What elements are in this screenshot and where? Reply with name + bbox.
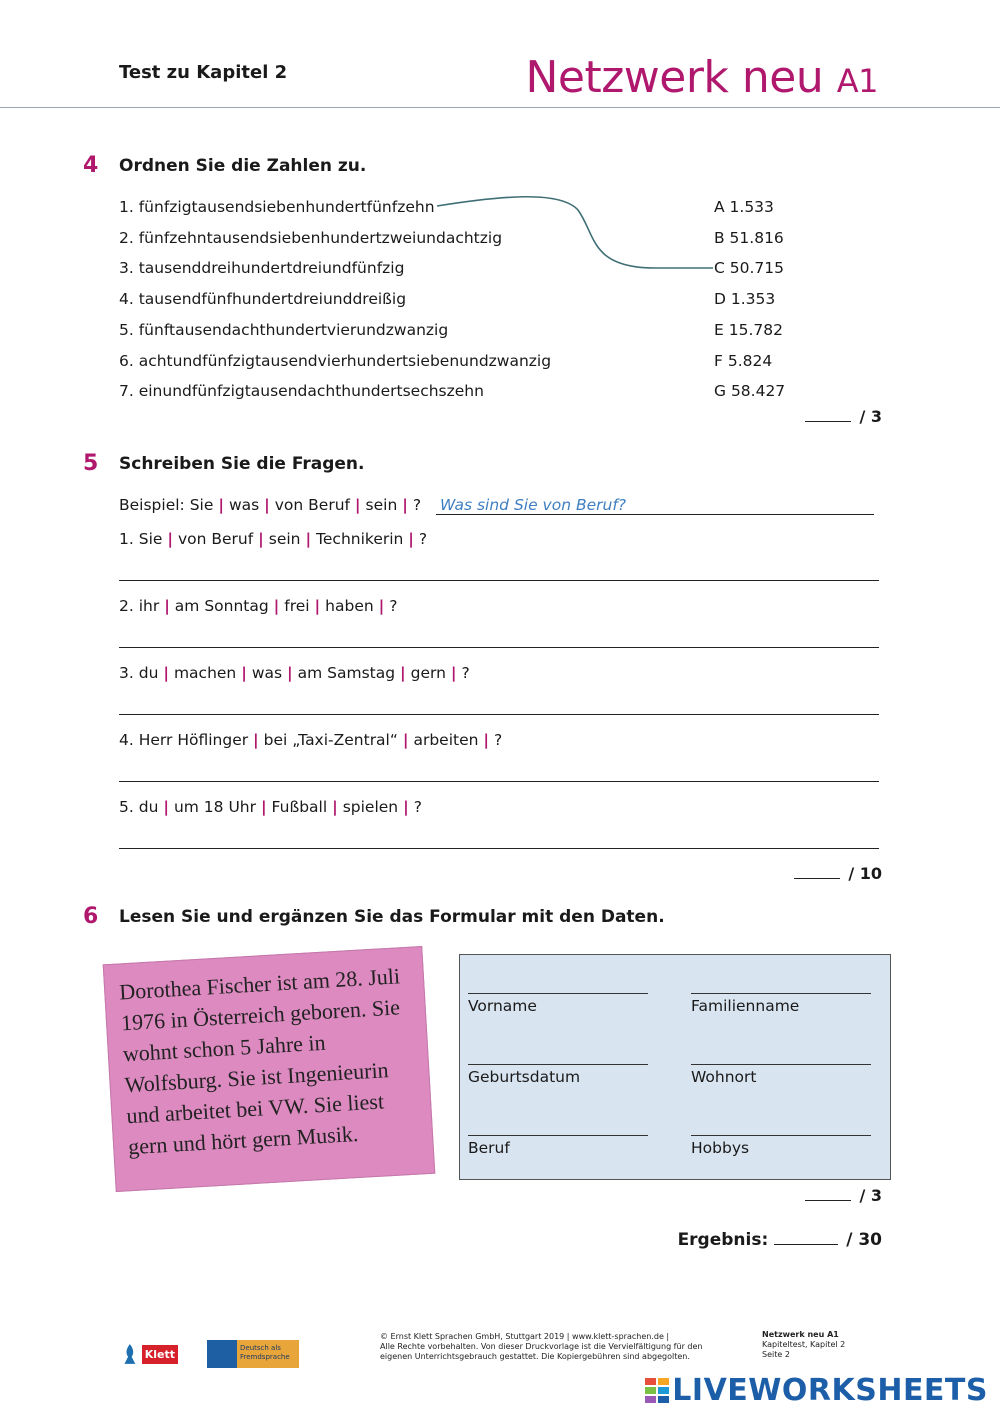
wohnort-input-line[interactable]: [691, 1064, 871, 1065]
liveworksheets-watermark: [645, 1373, 988, 1408]
section-5-title: Schreiben Sie die Fragen.: [119, 454, 365, 474]
section-5-score-total: / 10: [848, 864, 882, 883]
section-4-title: Ordnen Sie die Zahlen zu.: [119, 156, 367, 176]
number-answer-f[interactable]: F 5.824: [714, 352, 773, 370]
question-prompt-4: 4. Herr Höflinger | bei „Taxi-Zentral“ | arbeiten | ?: [119, 731, 503, 749]
number-answer-e[interactable]: E 15.782: [714, 321, 783, 339]
book-info: Netzwerk neu A1 Kapiteltest, Kapitel 2 Seite 2: [762, 1330, 846, 1359]
example-word: was: [228, 496, 260, 514]
copyright-notice: © Ernst Klett Sprachen GmbH, Stuttgart 2019 | www.klett-sprachen.de | Alle Rechte vorbehalten. Von dieser Druckvorlage ist die Vervielfältigung für den eigenen Unterrichtsgebrauch gestattet. Die Kopiergebühren sind abgegolten.: [380, 1332, 703, 1361]
number-word-item-5[interactable]: 5. fünftausendachthundertvierundzwanzig: [119, 321, 449, 339]
question-prompt-1: 1. Sie | von Beruf | sein | Technikerin | ?: [119, 530, 428, 548]
info-card-text: Dorothea Fischer ist am 28. Juli 1976 in Österreich geboren. Sie wohnt schon 5 Jahre in Wolfsburg. Sie ist Ingenieurin und arbeitet bei VW. Sie liest gern und hört gern Musik.: [118, 963, 401, 1160]
answer-line-4[interactable]: [119, 781, 879, 782]
number-word-item-4[interactable]: 4. tausendfünfhundertdreiunddreißig: [119, 290, 407, 308]
score-blank[interactable]: [805, 1186, 851, 1201]
number-word-item-7[interactable]: 7. einundfünfzigtausendachthundertsechszehn: [119, 382, 484, 400]
liveworksheets-text: LIVEWORKSHEETS: [672, 1373, 988, 1408]
section-5-number: 5: [83, 451, 99, 476]
answer-line-3[interactable]: [119, 714, 879, 715]
number-word-item-3[interactable]: 3. tausenddreihundertdreiundfünfzig: [119, 259, 405, 277]
number-answer-c[interactable]: C 50.715: [714, 259, 784, 277]
info-card: [103, 946, 436, 1192]
example-answer: Was sind Sie von Beruf?: [440, 496, 627, 514]
section-6-number: 6: [83, 904, 99, 929]
hobbys-input-line[interactable]: [691, 1135, 871, 1136]
vorname-input-line[interactable]: [468, 993, 648, 994]
answer-line-2[interactable]: [119, 647, 879, 648]
number-answer-a[interactable]: A 1.533: [714, 198, 774, 216]
section-5-score[interactable]: [794, 864, 882, 883]
hobbys-label: Hobbys: [691, 1139, 750, 1157]
brand-name: Netzwerk neu: [525, 52, 824, 103]
example-label: Beispiel:: [119, 496, 185, 514]
geburtsdatum-input-line[interactable]: [468, 1064, 648, 1065]
familienname-input-line[interactable]: [691, 993, 871, 994]
liveworksheets-logo-icon: [645, 1378, 669, 1404]
personal-data-form: [459, 954, 891, 1180]
klett-logo-text: Klett: [142, 1345, 178, 1364]
result-score[interactable]: [678, 1230, 882, 1250]
daf-logo: [207, 1340, 299, 1368]
example-word: ?: [412, 496, 422, 514]
section-6-score-total: / 3: [859, 1186, 882, 1205]
number-answer-b[interactable]: B 51.816: [714, 229, 784, 247]
score-blank[interactable]: [794, 864, 840, 879]
example-word: von Beruf: [274, 496, 350, 514]
question-prompt-5: 5. du | um 18 Uhr | Fußball | spielen | ?: [119, 798, 422, 816]
vorname-label: Vorname: [468, 997, 537, 1015]
klett-logo: [120, 1340, 178, 1368]
question-prompt-3: 3. du | machen | was | am Samstag | gern | ?: [119, 664, 470, 682]
answer-line-1[interactable]: [119, 580, 879, 581]
page-header-title: Test zu Kapitel 2: [119, 62, 288, 83]
wohnort-label: Wohnort: [691, 1068, 757, 1086]
brand-level: A1: [836, 62, 878, 100]
number-word-item-2[interactable]: 2. fünfzehntausendsiebenhundertzweiundachtzig: [119, 229, 503, 247]
match-connector-line: [0, 0, 1000, 300]
section-4-number: 4: [83, 153, 99, 178]
result-blank[interactable]: [774, 1230, 838, 1245]
example-word: sein: [365, 496, 398, 514]
daf-logo-text: Deutsch als Fremdsprache: [237, 1340, 299, 1368]
number-word-item-6[interactable]: 6. achtundfünfzigtausendvierhundertsiebenundzwanzig: [119, 352, 552, 370]
example-answer-line: [436, 514, 874, 515]
klett-emblem-icon: [120, 1341, 140, 1367]
result-label: Ergebnis:: [677, 1230, 769, 1250]
question-prompt-2: 2. ihr | am Sonntag | frei | haben | ?: [119, 597, 398, 615]
section-6-title: Lesen Sie und ergänzen Sie das Formular mit den Daten.: [119, 907, 665, 927]
score-blank[interactable]: [805, 407, 851, 422]
section-6-score[interactable]: [805, 1186, 882, 1205]
beruf-label: Beruf: [468, 1139, 510, 1157]
example-prompt: Beispiel: Sie | was | von Beruf | sein | ?: [119, 496, 422, 514]
result-total: / 30: [846, 1230, 882, 1250]
section-4-score[interactable]: [805, 407, 882, 426]
answer-line-5[interactable]: [119, 848, 879, 849]
familienname-label: Familienname: [691, 997, 800, 1015]
section-4-score-total: / 3: [859, 407, 882, 426]
number-answer-g[interactable]: G 58.427: [714, 382, 786, 400]
geburtsdatum-label: Geburtsdatum: [468, 1068, 581, 1086]
example-word: Sie: [189, 496, 214, 514]
beruf-input-line[interactable]: [468, 1135, 648, 1136]
number-answer-d[interactable]: D 1.353: [714, 290, 776, 308]
number-word-item-1[interactable]: 1. fünfzigtausendsiebenhundertfünfzehn: [119, 198, 435, 216]
